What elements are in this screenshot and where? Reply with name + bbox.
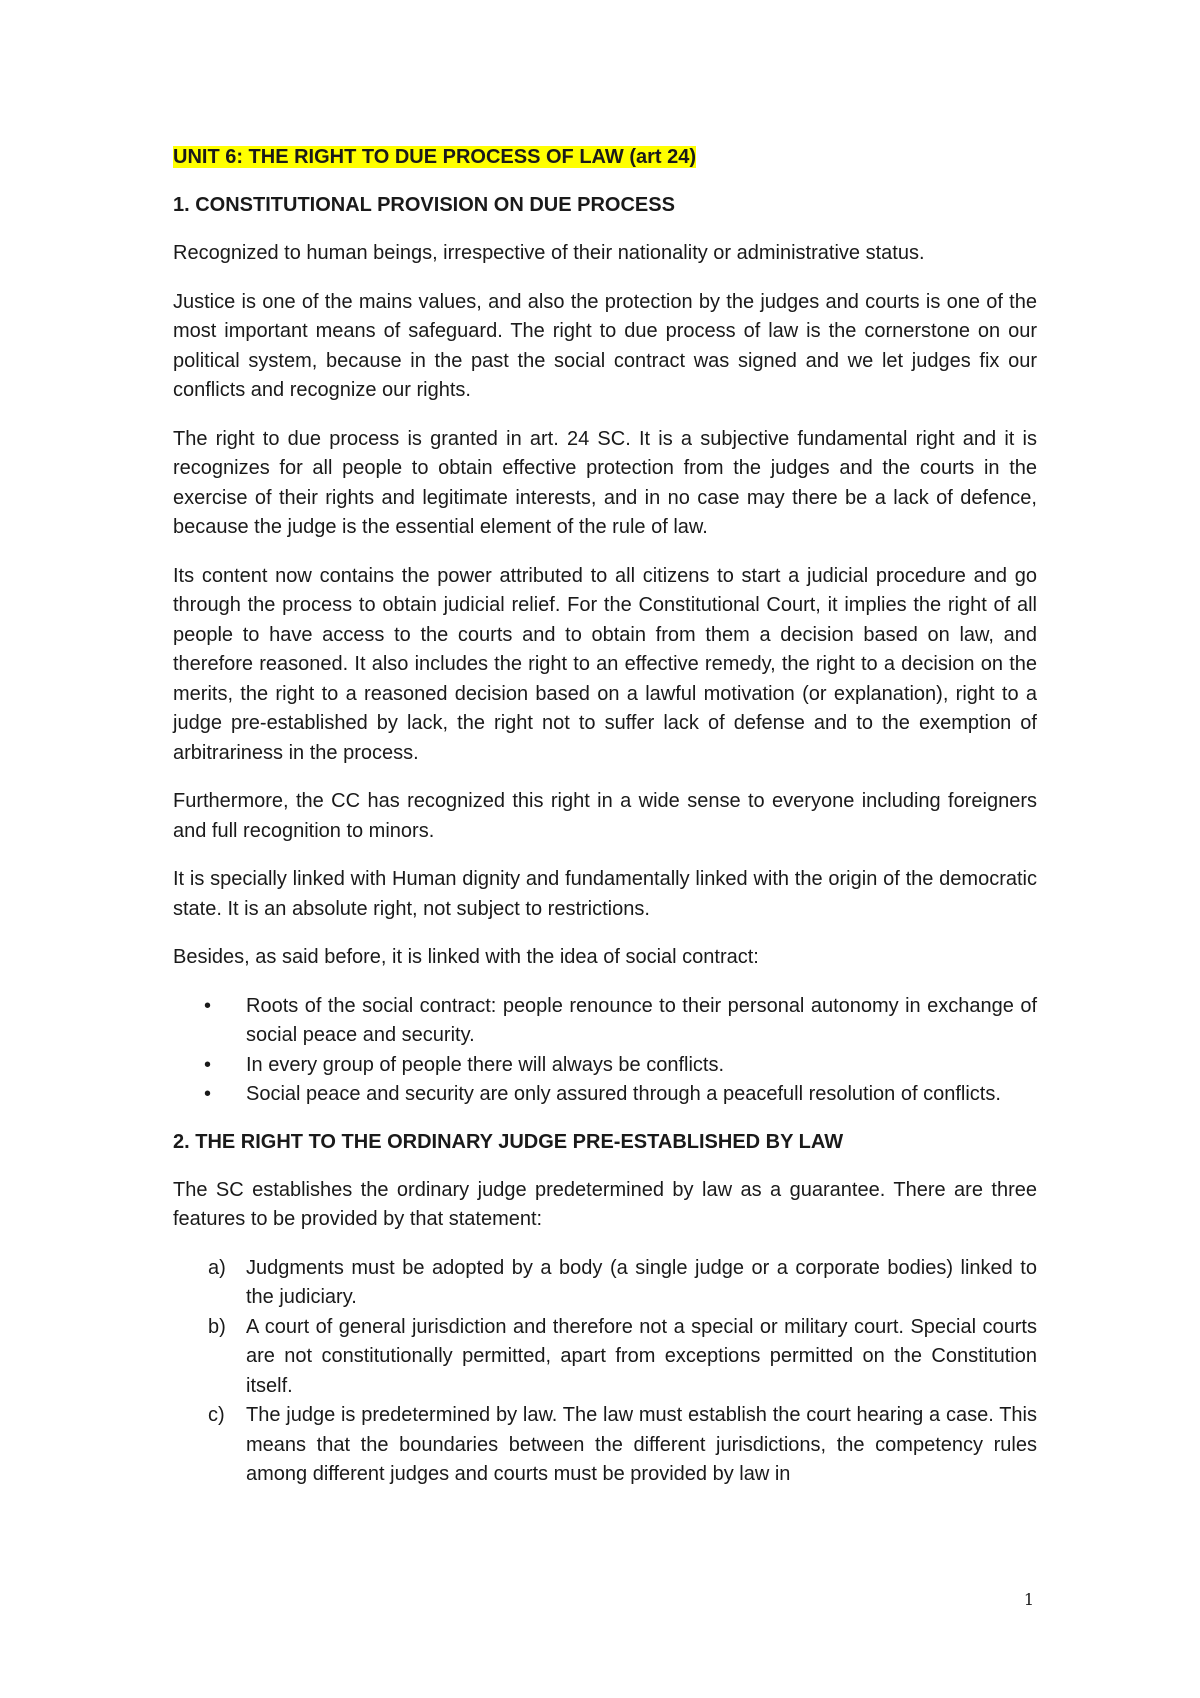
features-lettered-list [173, 1254, 1037, 1490]
lettered-item [173, 1313, 1037, 1402]
section-1-paragraph: Its content now contains the power attributed to all citizens to start a judicial procedure and go through the process to obtain judicial relief. For the Constitutional Court, it implies the right of all people to have access to the courts and to obtain from them a decision based on law, and therefore reasoned. It also includes the right to an effective remedy, the right to a decision on the merits, the right to a reasoned decision based on a lawful motivation (or explanation), right to a judge pre-established by lack, the right not to suffer lack of defense and to the exemption of arbitrariness in the process. [173, 564, 1037, 764]
section-1-heading: 1. CONSTITUTIONAL PROVISION ON DUE PROCESS [173, 194, 675, 216]
bullet-text: In every group of people there will always be conflicts. [246, 1053, 725, 1076]
unit-title-highlight: UNIT 6: THE RIGHT TO DUE PROCESS OF LAW (art 24) [173, 146, 697, 168]
section-1-paragraph: Justice is one of the mains values, and also the protection by the judges and courts is one of the most important means of safeguard. The right to due process of law is the cornerstone on our political system, because in the past the social contract was signed and we let judges fix our conflicts and recognize our rights. [173, 290, 1037, 401]
bullet-text: Social peace and security are only assured through a peacefull resolution of conflicts. [246, 1083, 1001, 1105]
section-1-paragraph: The right to due process is granted in art. 24 SC. It is a subjective fundamental right and it is recognizes for all people to obtain effective protection from the judges and the courts in the exercise of their rights and legitimate interests, and in no case may there be a lack of defence, because the judge is the essential element of the rule of law. [173, 427, 1037, 538]
section-1-paragraph: Besides, as said before, it is linked with the idea of social contract: [173, 946, 759, 968]
letter-marker: c) [208, 1404, 225, 1426]
bullet-marker: • [204, 1083, 212, 1105]
bullet-text: Roots of the social contract: people renounce to their personal autonomy in exchange of social peace and security. [246, 994, 1037, 1046]
lettered-item [173, 1254, 1037, 1313]
lettered-item-text: The judge is predetermined by law. The law must establish the court hearing a case. This means that the boundaries between the different jurisdictions, the competency rules among different judges and courts must be provided by law in [246, 1404, 1037, 1485]
document-body [173, 143, 1037, 1490]
bullet-item [173, 1080, 1037, 1110]
unit-title [173, 143, 1037, 172]
section-1-paragraph: Recognized to human beings, irrespective of their nationality or administrative status. [173, 242, 925, 264]
section-2-paragraph: The SC establishes the ordinary judge predetermined by law as a guarantee. There are three features to be provided by that statement: [173, 1178, 1037, 1230]
bullet-marker: • [204, 994, 212, 1017]
social-contract-bullet-list [173, 992, 1037, 1110]
bullet-item [173, 992, 1037, 1051]
bullet-marker: • [204, 1053, 212, 1076]
lettered-item-text: Judgments must be adopted by a body (a single judge or a corporate bodies) linked to the judiciary. [246, 1256, 1037, 1308]
letter-marker: b) [208, 1315, 226, 1338]
lettered-item-text: A court of general jurisdiction and therefore not a special or military court. Special courts are not constitutionally permitted, apart from exceptions permitted on the Constitution itself. [246, 1315, 1037, 1397]
letter-marker: a) [208, 1256, 226, 1279]
section-1-paragraph: It is specially linked with Human dignity and fundamentally linked with the origin of the democratic state. It is an absolute right, not subject to restrictions. [173, 868, 1037, 920]
lettered-item [173, 1401, 1037, 1490]
section-1-paragraph: Furthermore, the CC has recognized this right in a wide sense to everyone including foreigners and full recognition to minors. [173, 790, 1037, 842]
bullet-item [173, 1051, 1037, 1081]
page-number: 1 [1023, 1590, 1034, 1609]
section-2-heading: 2. THE RIGHT TO THE ORDINARY JUDGE PRE-ESTABLISHED BY LAW [173, 1130, 844, 1153]
